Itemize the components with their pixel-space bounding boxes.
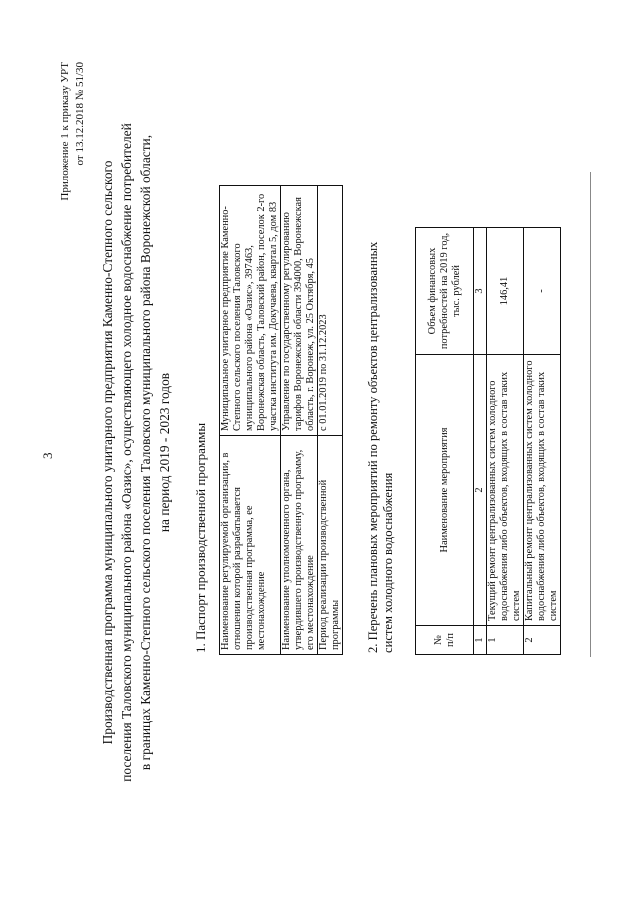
appendix-line-1: Приложение 1 к приказу УРТ <box>59 62 71 201</box>
column-index: 2 <box>474 355 487 626</box>
section-1-heading: 1. Паспорт производственной программы <box>193 422 208 653</box>
measure-volume: - <box>524 228 561 355</box>
section-2-heading: 2. Перечень плановых мероприятий по ремонту объектов централизованных систем холодного водоснабжения <box>366 241 395 653</box>
table-row <box>487 228 524 655</box>
passport-value: с 01.01.2019 по 31.12.2023 <box>318 186 343 436</box>
appendix-note <box>58 62 88 201</box>
passport-label: Период реализации производственной программы <box>318 436 343 655</box>
passport-value: Муниципальное унитарное предприятие Каменно-Степного сельского поселения Таловского муниципального района «Оазис», 397463, Воронежская область, Таловский район, поселок 2-го участка института им. Докучаева, квартал 5, дом 83 <box>220 186 281 436</box>
column-header-number: № п/п <box>416 626 474 655</box>
table-index-row <box>474 228 487 655</box>
row-number: 2 <box>524 626 561 655</box>
document-title <box>98 0 174 905</box>
column-index: 3 <box>474 228 487 355</box>
measure-name: Капитальный ремонт централизованных систем холодного водоснабжения либо объектов, входящих в состав таких систем <box>524 355 561 626</box>
row-number: 1 <box>487 626 524 655</box>
measure-name: Текущий ремонт централизованных систем холодного водоснабжения либо объектов, входящих в состав таких систем <box>487 355 524 626</box>
table-row <box>220 186 281 655</box>
table-row <box>281 186 318 655</box>
table-row <box>318 186 343 655</box>
title-line-2: поселения Таловского муниципального района «Оазис», осуществляющего холодное водоснабжение потребителей <box>119 123 134 782</box>
passport-label: Наименование регулируемой организации, в отношении которой разрабатывается производственная программа, ее местонахождение <box>220 436 281 655</box>
title-line-3: в границах Каменно-Степного сельского поселения Таловского муниципального района Воронежской области, <box>138 134 153 771</box>
column-index: 1 <box>474 626 487 655</box>
table-row <box>524 228 561 655</box>
appendix-line-2: от 13.12.2018 № 51/30 <box>74 62 86 166</box>
table-header-row <box>416 228 474 655</box>
title-line-1: Производственная программа муниципального унитарного предприятия Каменно-Степного сельского <box>100 160 115 745</box>
page-number: 3 <box>40 452 55 459</box>
column-header-volume: Объем финансовых потребностей на 2019 год, тыс. рублей <box>416 228 474 355</box>
title-line-4: на период 2019 - 2023 годов <box>157 372 172 533</box>
bottom-divider <box>590 172 591 657</box>
passport-table <box>219 185 343 655</box>
passport-label: Наименование уполномоченного органа, утвердившего производственную программу, его местонахождение <box>281 436 318 655</box>
plan-table <box>415 227 561 655</box>
measure-volume: 146,41 <box>487 228 524 355</box>
passport-value: Управление по государственному регулированию тарифов Воронежской области 394000, Воронежская область, г. Воронеж, ул. 25 Октября, 45 <box>281 186 318 436</box>
column-header-name: Наименование мероприятия <box>416 355 474 626</box>
